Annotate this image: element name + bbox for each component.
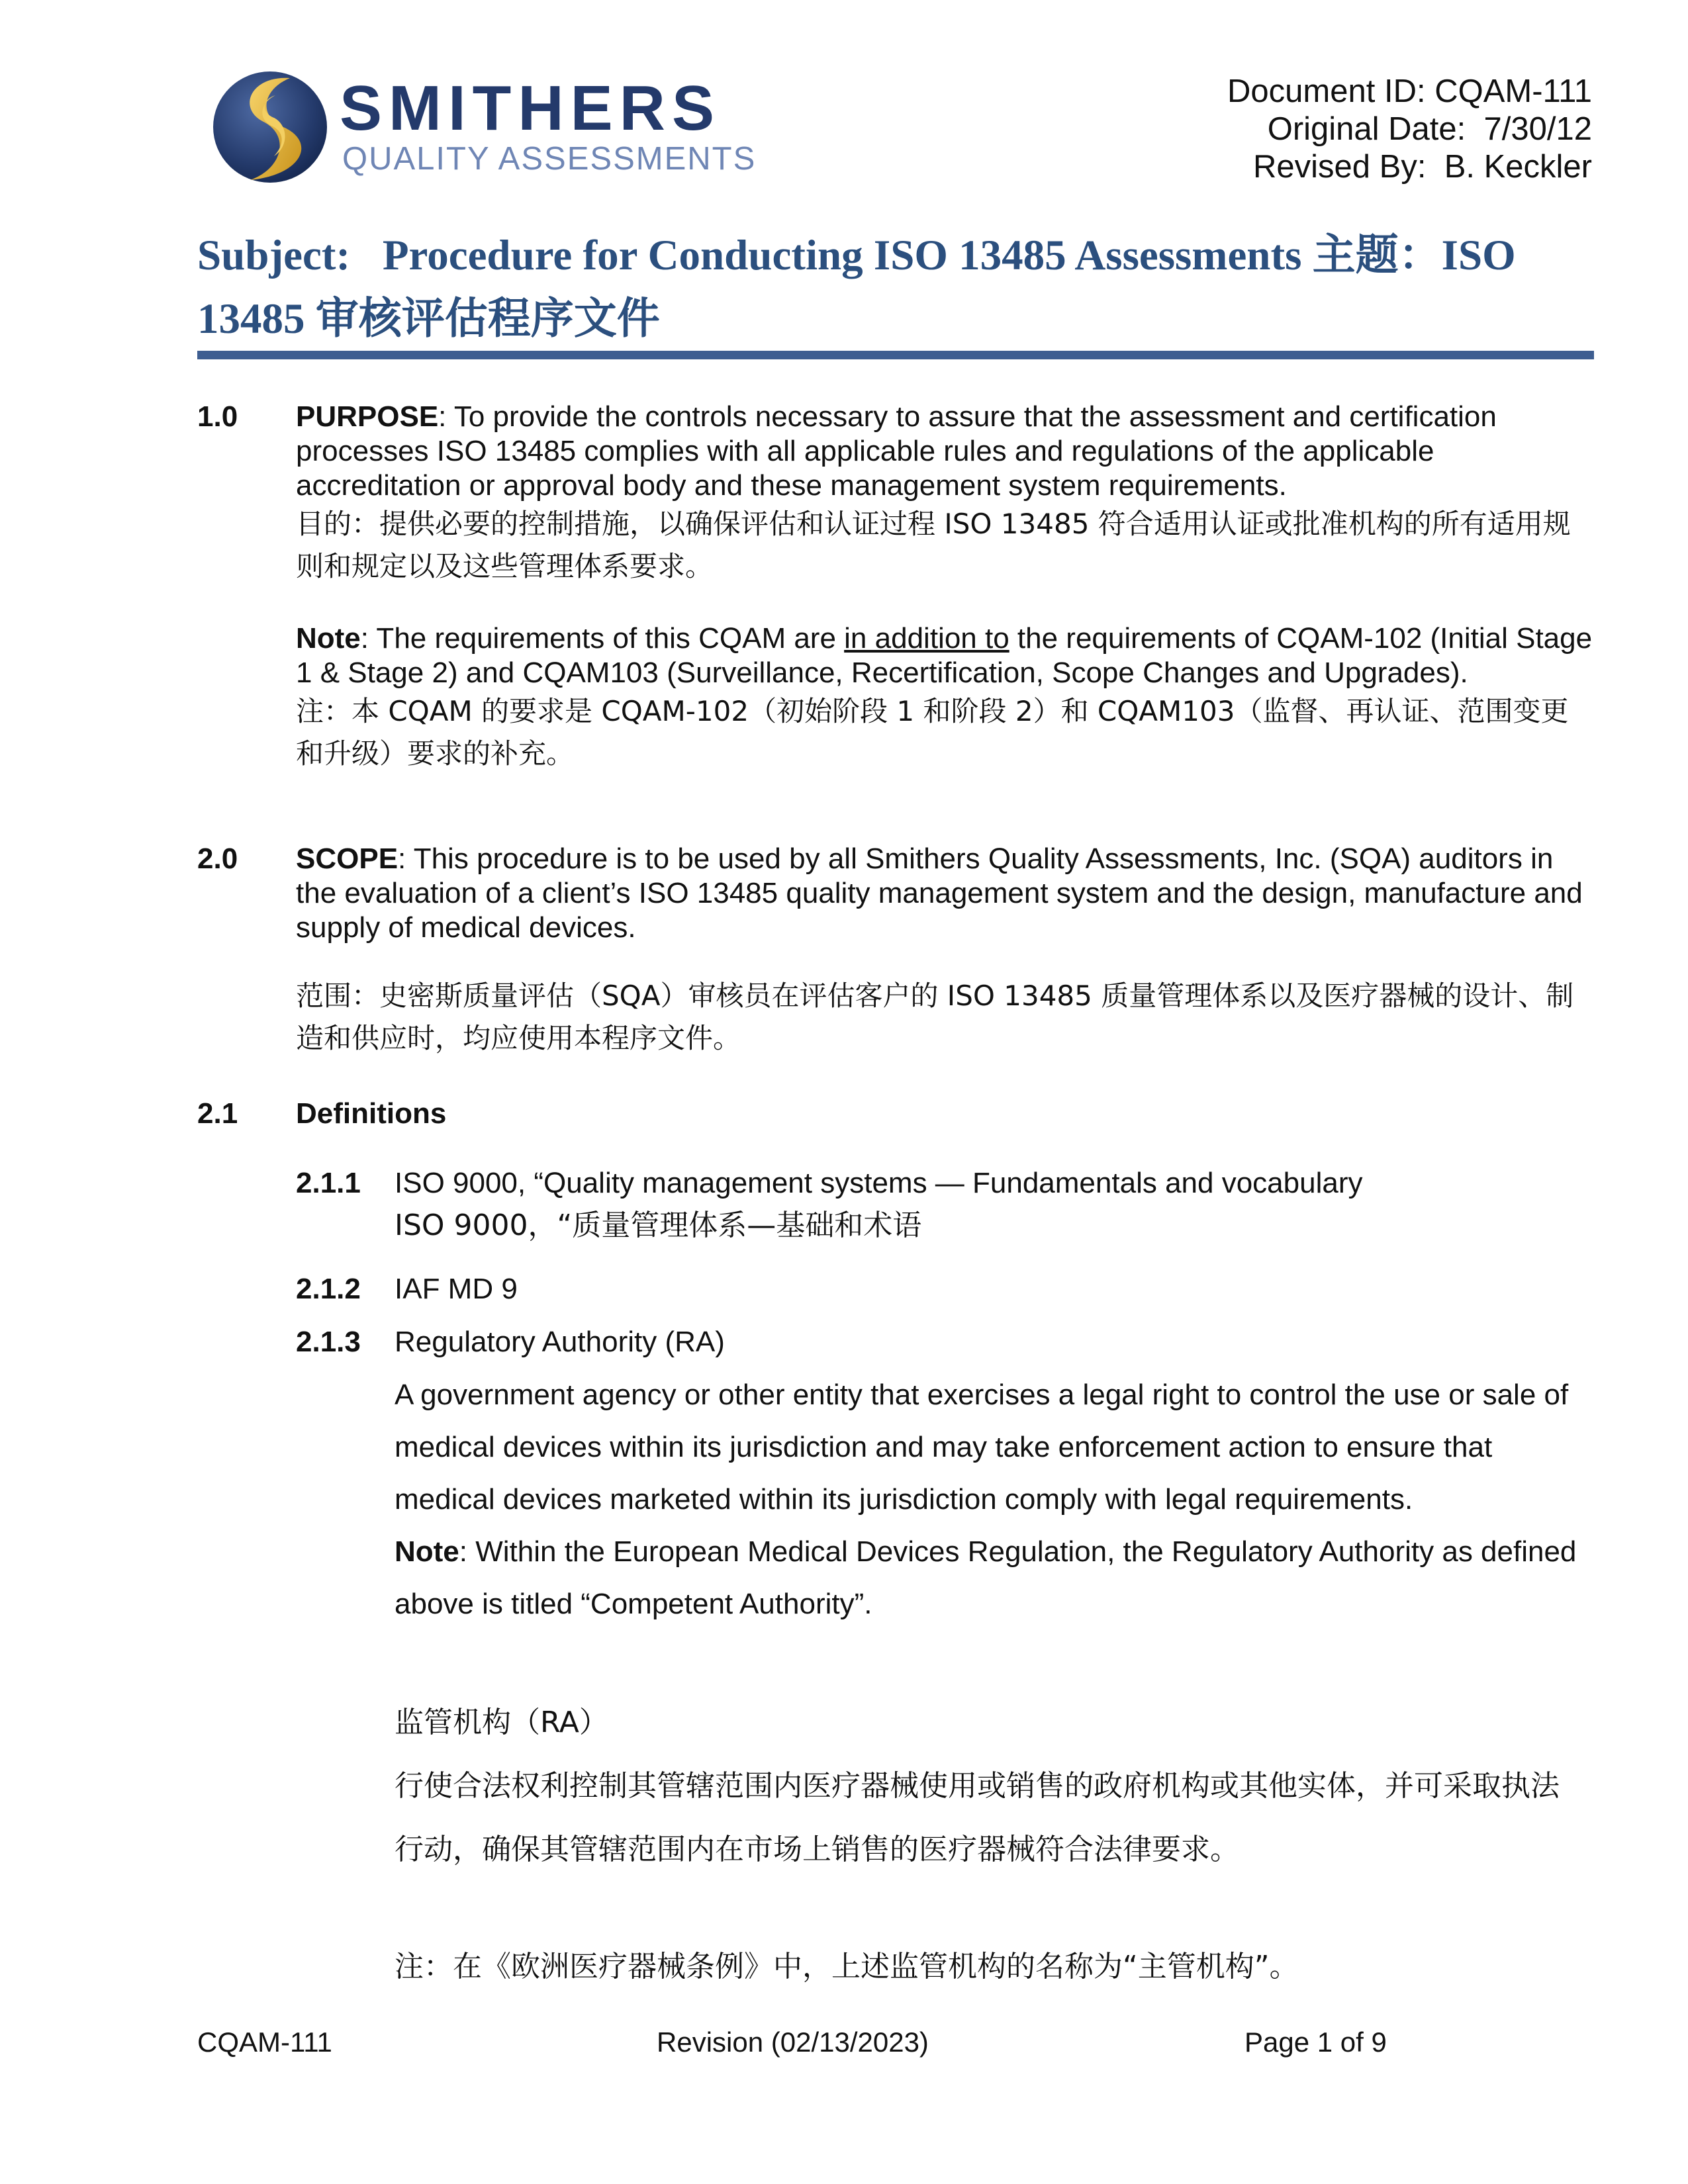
header-divider <box>197 351 1594 359</box>
section-number: 2.0 <box>197 842 238 875</box>
definition-number: 2.1.3 <box>296 1326 361 1358</box>
ra-note-zh: 注：在《欧洲医疗器械条例》中，上述监管机构的名称为“主管机构”。 <box>395 1950 1299 1983</box>
definition-number: 2.1.1 <box>296 1167 361 1199</box>
footer-page-number: Page 1 of 9 <box>1244 2026 1387 2058</box>
scope-label: SCOPE <box>296 842 399 875</box>
logo-name: SMITHERS <box>340 73 722 144</box>
definition-text: ISO 9000, “Quality management systems — Fundamentals and vocabulary <box>395 1167 1363 1199</box>
definitions-heading: Definitions <box>296 1097 447 1130</box>
definition-text: IAF MD 9 <box>395 1273 518 1305</box>
ra-note: Note: Within the European Medical Devices Regulation, the Regulatory Authority as defined above is titled “Competent Authority”. <box>395 1535 1577 1620</box>
footer-doc-id: CQAM-111 <box>197 2026 332 2058</box>
purpose-text: PURPOSE: To provide the controls necessary to assure that the assessment and certification processes ISO 13485 complies with all applicable rules and regulations of the applicable accreditation or approval body and these management system requirements. <box>296 400 1497 502</box>
purpose-label: PURPOSE <box>296 400 439 433</box>
ra-definition-text-zh: 行使合法权利控制其管辖范围内医疗器械使用或销售的政府机构或其他实体，并可采取执法行动，确保其管辖范围内在市场上销售的医疗器械符合法律要求。 <box>395 1769 1560 1866</box>
logo-swirl-icon <box>213 71 327 183</box>
definition-text-zh: ISO 9000，“质量管理体系—基础和术语 <box>395 1208 922 1242</box>
smithers-logo <box>211 69 767 195</box>
ra-definition-text: A government agency or other entity that exercises a legal right to control the use or sale of medical devices within its jurisdiction and may take enforcement action to ensure that medical devices marketed within its jurisdiction comply with legal requirements. <box>395 1379 1569 1516</box>
subject-label: Subject: <box>197 232 351 279</box>
purpose-section <box>296 400 1593 588</box>
section-number: 2.1 <box>197 1097 238 1130</box>
logo-tagline: QUALITY ASSESSMENTS <box>342 141 757 177</box>
subject-title: Procedure for Conducting ISO 13485 Assessments 主题：ISO 13485 审核评估程序文件 <box>197 232 1516 343</box>
ra-definition-zh <box>395 1691 1586 1882</box>
scope-text: SCOPE: This procedure is to be used by all Smithers Quality Assessments, Inc. (SQA) auditors in the evaluation of a client’s ISO 13485 quality management system and the design, manufacture and supply of medical devices. <box>296 842 1583 944</box>
subject-heading <box>197 224 1594 351</box>
ra-title-zh: 监管机构（RA） <box>395 1706 608 1739</box>
original-date: Original Date: 7/30/12 <box>1267 111 1592 147</box>
ra-definition <box>395 1369 1586 1630</box>
purpose-note-text: Note: The requirements of this CQAM are in addition to the requirements of CQAM-102 (Initial Stage 1 & Stage 2) and CQAM103 (Surveillance, Recertification, Scope Changes and Upgrades). <box>296 622 1593 689</box>
scope-section <box>296 842 1593 945</box>
purpose-note-zh: 注：本 CQAM 的要求是 CQAM-102（初始阶段 1 和阶段 2）和 CQAM103（监督、再认证、范围变更和升级）要求的补充。 <box>296 695 1569 770</box>
purpose-text-zh: 目的：提供必要的控制措施，以确保评估和认证过程 ISO 13485 符合适用认证或批准机构的所有适用规则和规定以及这些管理体系要求。 <box>296 508 1571 582</box>
section-number: 1.0 <box>197 400 238 433</box>
note-label: Note <box>296 622 361 655</box>
scope-text-zh: 范围：史密斯质量评估（SQA）审核员在评估客户的 ISO 13485 质量管理体系以及医疗器械的设计、制造和供应时，均应使用本程序文件。 <box>296 979 1574 1054</box>
document-id: Document ID: CQAM-111 <box>1227 73 1592 109</box>
purpose-note <box>296 621 1593 775</box>
document-meta <box>1227 73 1592 186</box>
revised-by: Revised By: B. Keckler <box>1253 149 1592 185</box>
definition-number: 2.1.2 <box>296 1273 361 1305</box>
footer-revision: Revision (02/13/2023) <box>657 2026 929 2058</box>
definition-text: Regulatory Authority (RA) <box>395 1326 725 1358</box>
underlined-phrase: in addition to <box>844 622 1009 655</box>
note-label: Note <box>395 1535 459 1568</box>
